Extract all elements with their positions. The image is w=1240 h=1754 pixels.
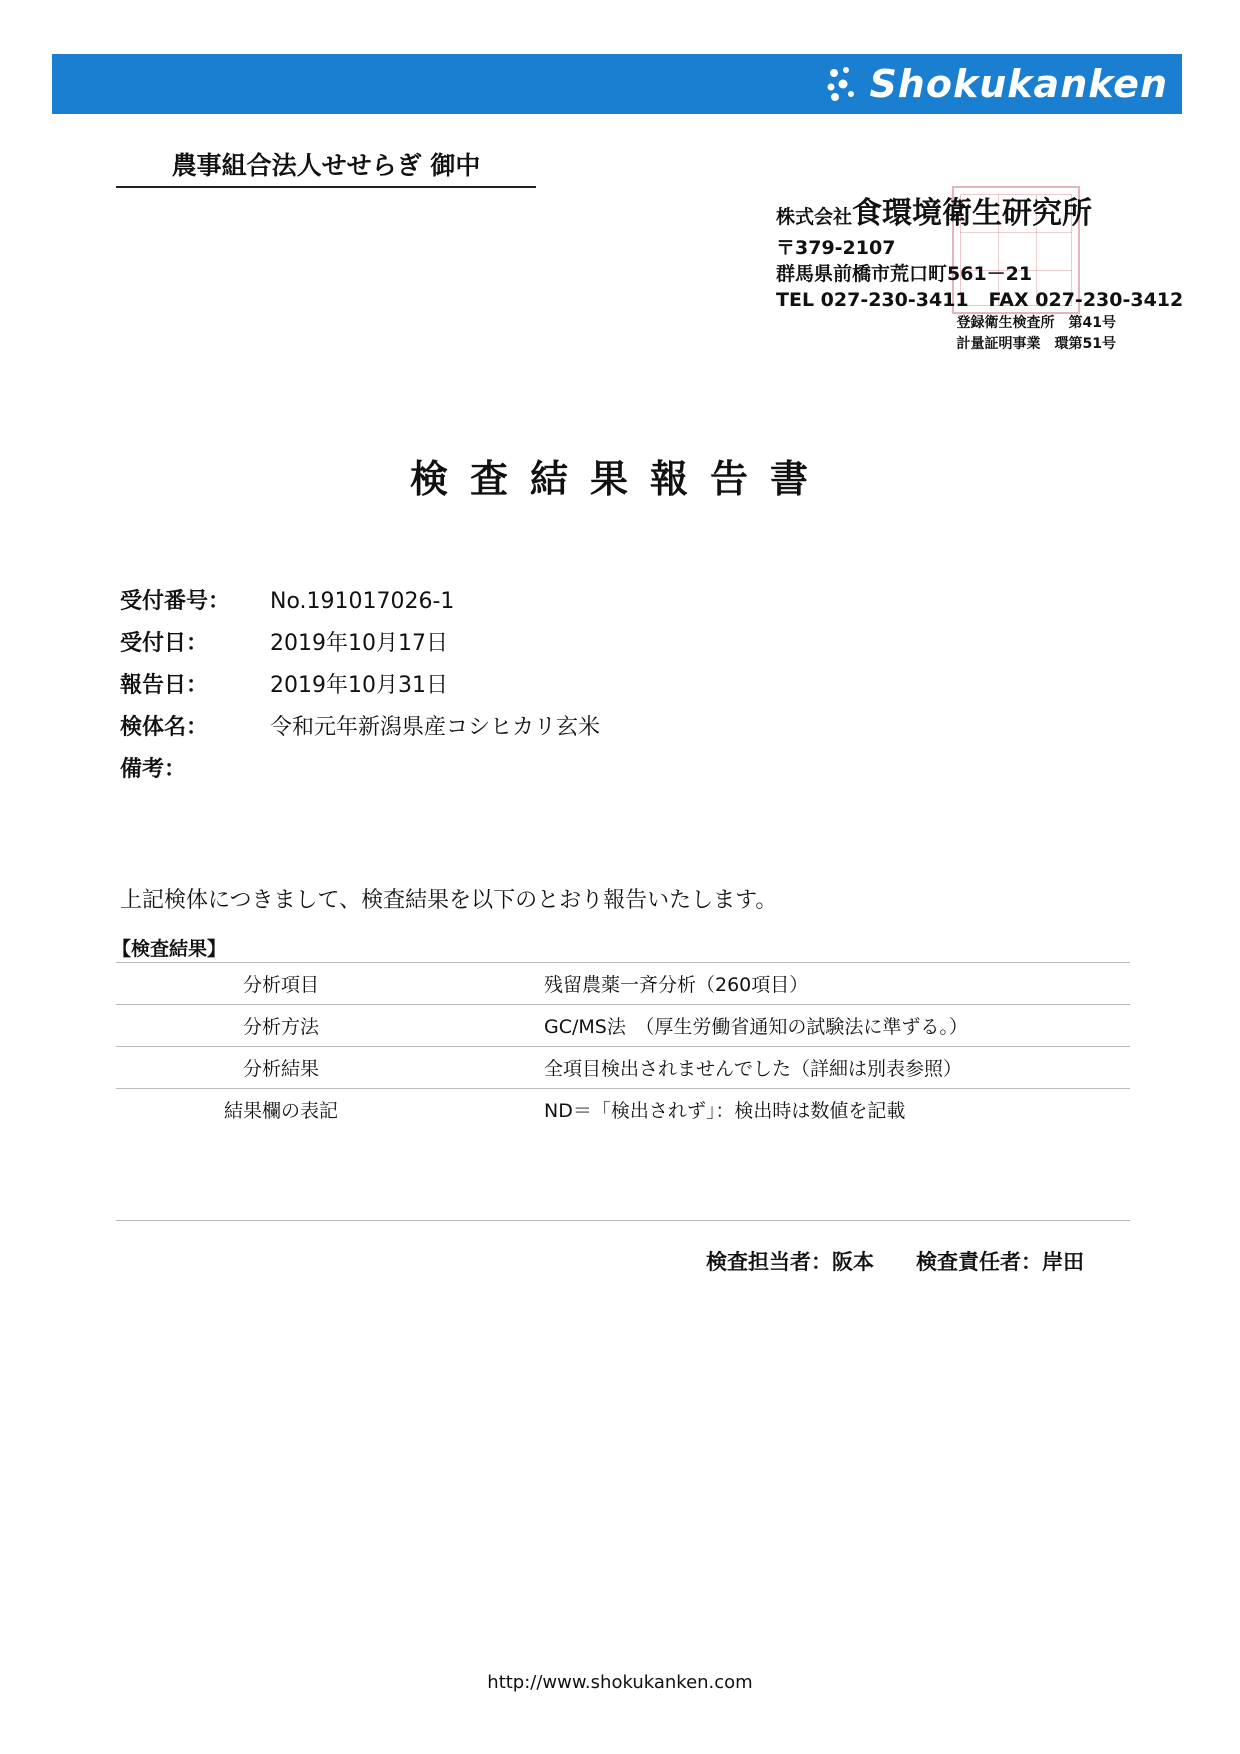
result-item: 分析方法 — [116, 1005, 446, 1047]
shokukanken-logo-icon — [823, 64, 863, 104]
field-row — [120, 624, 448, 664]
issuer-block — [776, 196, 1184, 355]
field-value: No.191017026-1 — [270, 589, 455, 614]
table-row — [116, 1089, 1130, 1131]
result-item: 分析結果 — [116, 1047, 446, 1089]
header-banner — [52, 54, 1182, 114]
field-row — [120, 582, 454, 622]
company-certification: 計量証明事業 環第51号 — [956, 336, 1116, 352]
field-row — [120, 708, 600, 748]
table-row — [116, 963, 1130, 1005]
inspector-name: 検査担当者：阪本 — [706, 1250, 874, 1274]
company-name — [776, 196, 1126, 235]
addressee: 農事組合法人せせらぎ 御中 — [116, 146, 536, 188]
logo-text: Shokukanken — [869, 62, 1168, 106]
table-row — [116, 1005, 1130, 1047]
footer-url: http://www.shokukanken.com — [487, 1672, 753, 1693]
result-item: 分析項目 — [116, 963, 446, 1005]
result-value: 残留農薬一斉分析（260項目） — [446, 963, 1130, 1005]
field-value: 2019年10月17日 — [270, 631, 448, 656]
field-value: 令和元年新潟県産コシヒカリ玄米 — [270, 715, 601, 740]
field-label: 報告日： — [120, 673, 209, 698]
field-row — [120, 666, 448, 706]
result-value: ND＝「検出されず」：検出時は数値を記載 — [544, 1100, 906, 1122]
results-heading: 【検査結果】 — [112, 938, 227, 960]
company-postal: 〒379-2107 — [776, 237, 896, 259]
manager-name: 検査責任者：岸田 — [916, 1250, 1084, 1274]
signatures — [706, 1246, 1084, 1276]
field-label: 備考： — [120, 757, 187, 782]
result-item: 結果欄の表記 — [223, 1100, 338, 1122]
field-label: 受付日： — [120, 631, 209, 656]
table-row — [116, 1047, 1130, 1089]
company-contact — [776, 287, 1184, 313]
company-logo — [823, 62, 1168, 106]
field-label: 受付番号： — [120, 589, 231, 614]
field-value: 2019年10月31日 — [270, 673, 448, 698]
intro-text: 上記検体につきまして、検査結果を以下のとおり報告いたします。 — [120, 888, 778, 913]
divider — [116, 1220, 1130, 1221]
company-address: 群馬県前橋市荒口町561－21 — [776, 263, 1033, 285]
document-title: 検査結果報告書 — [409, 457, 830, 501]
company-tel: TEL 027-230-3411 — [776, 289, 969, 311]
field-label: 検体名： — [120, 715, 209, 740]
company-prefix: 株式会社 — [776, 206, 853, 228]
result-value: GC/MS法 （厚生労働省通知の試験法に準ずる。） — [446, 1005, 1130, 1047]
company-fax: FAX 027-230-3412 — [988, 289, 1184, 311]
field-row — [120, 750, 270, 790]
company-name-text: 食環境衛生研究所 — [852, 196, 1093, 231]
company-registration: 登録衛生検査所 第41号 — [956, 315, 1116, 331]
results-table — [116, 962, 1130, 1130]
result-value: 全項目検出されませんでした（詳細は別表参照） — [446, 1047, 1130, 1089]
